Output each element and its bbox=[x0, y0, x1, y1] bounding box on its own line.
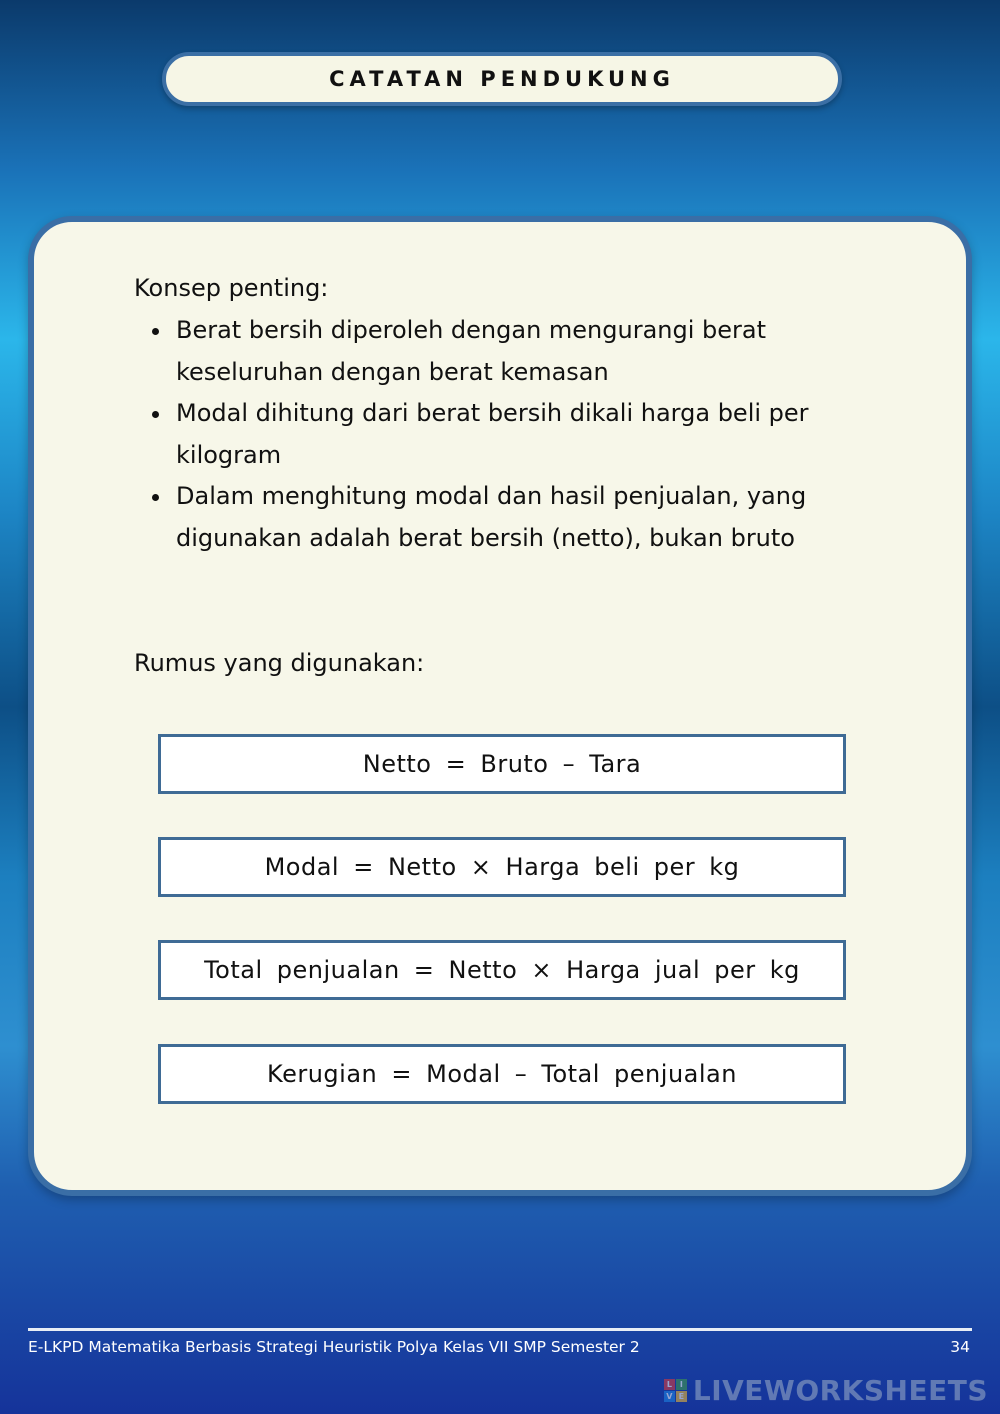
section-title-banner bbox=[162, 52, 842, 106]
logo-cell: L bbox=[664, 1379, 675, 1390]
section-title: CATATAN PENDUKUNG bbox=[329, 67, 675, 91]
logo-cell: E bbox=[676, 1391, 687, 1402]
logo-cell: I bbox=[676, 1379, 687, 1390]
watermark bbox=[664, 1372, 988, 1408]
logo-cell: V bbox=[664, 1391, 675, 1402]
footer-divider bbox=[28, 1328, 972, 1331]
formula-box-kerugian: Kerugian = Modal – Total penjualan bbox=[158, 1044, 846, 1104]
formula-box-total-penjualan: Total penjualan = Netto × Harga jual per kg bbox=[158, 940, 846, 1000]
formula-box-netto: Netto = Bruto – Tara bbox=[158, 734, 846, 794]
footer-text: E-LKPD Matematika Berbasis Strategi Heuristik Polya Kelas VII SMP Semester 2 bbox=[28, 1338, 640, 1356]
list-item: Modal dihitung dari berat bersih dikali harga beli per kilogram bbox=[176, 393, 916, 476]
formulas-heading: Rumus yang digunakan: bbox=[134, 649, 425, 677]
page-number: 34 bbox=[950, 1338, 970, 1356]
concepts-heading: Konsep penting: bbox=[134, 274, 329, 302]
formula-box-modal: Modal = Netto × Harga beli per kg bbox=[158, 837, 846, 897]
notes-card bbox=[28, 216, 972, 1196]
concepts-list bbox=[134, 310, 916, 559]
watermark-text: LIVEWORKSHEETS bbox=[692, 1373, 988, 1407]
liveworksheets-logo-icon bbox=[664, 1379, 687, 1402]
list-item: Dalam menghitung modal dan hasil penjualan, yang digunakan adalah berat bersih (netto), bukan bruto bbox=[176, 476, 916, 559]
list-item: Berat bersih diperoleh dengan mengurangi berat keseluruhan dengan berat kemasan bbox=[176, 310, 916, 393]
